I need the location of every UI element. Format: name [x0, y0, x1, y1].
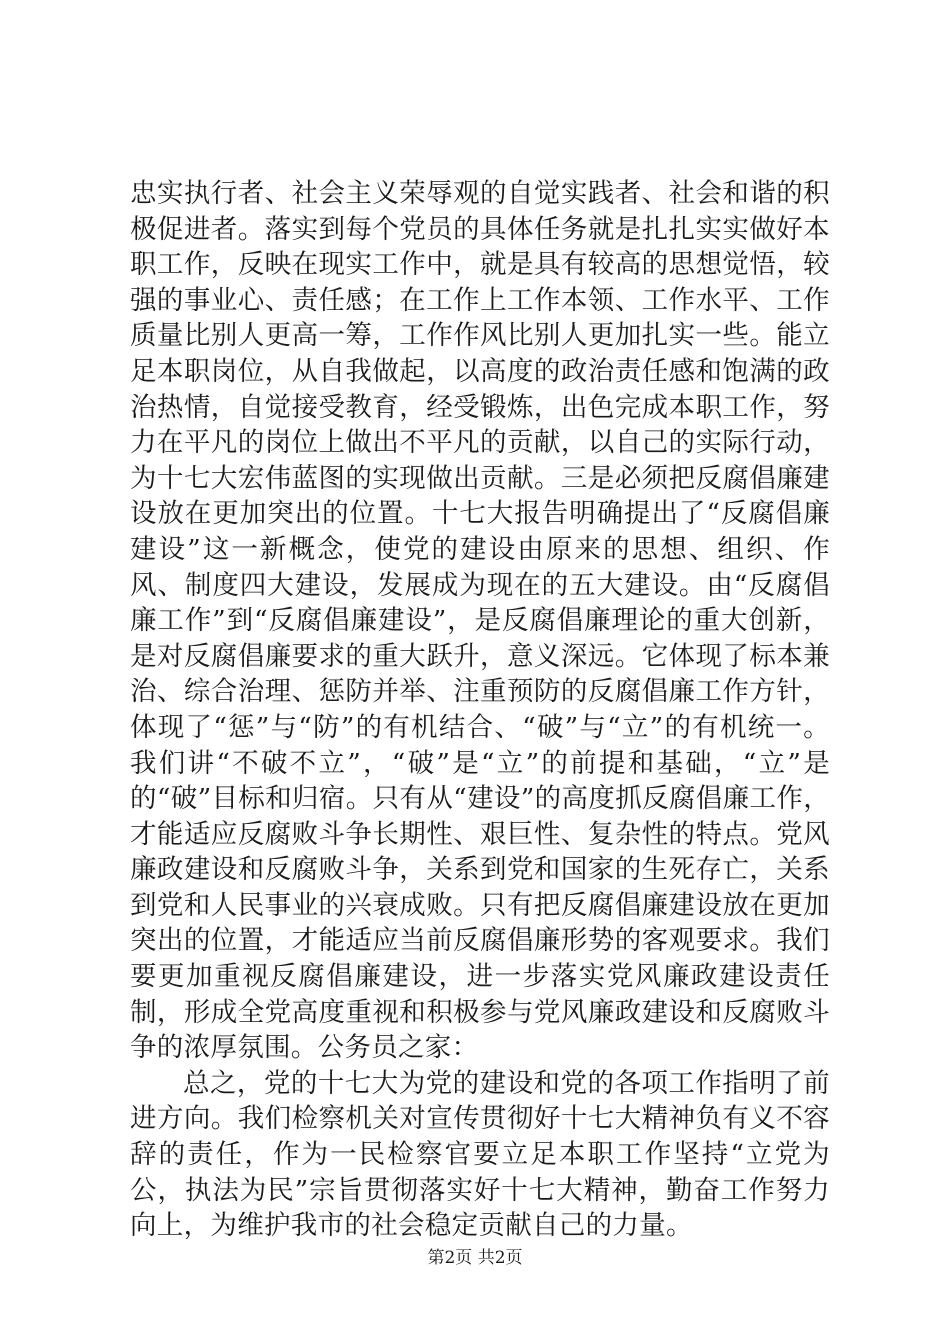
body-paragraph-2: 总之，党的十七大为党的建设和党的各项工作指明了前进方向。我们检察机关对宣传贯彻好十七大精神负有义不容辞的责任，作为一民检察官要立足本职工作坚持“立党为公，执法为民”宗旨贯彻落实好十七大精神，勤奋工作努力向上，为维护我市的社会稳定贡献自己的力量。	[130, 1067, 830, 1242]
page-footer	[0, 1247, 950, 1269]
page-number-indicator: 第2页 共2页	[427, 1248, 523, 1268]
document-body	[130, 176, 830, 1244]
body-paragraph-1: 忠实执行者、社会主义荣辱观的自觉实践者、社会和谐的积极促进者。落实到每个党员的具体任务就是扎扎实实做好本职工作，反映在现实工作中，就是具有较高的思想觉悟，较强的事业心、责任感；在工作上工作本领、工作水平、工作质量比别人更高一筹，工作作风比别人更加扎实一些。能立足本职岗位，从自我做起，以高度的政治责任感和饱满的政治热情，自觉接受教育，经受锻炼，出色完成本职工作，努力在平凡的岗位上做出不平凡的贡献，以自己的实际行动，为十七大宏伟蓝图的实现做出贡献。三是必须把反腐倡廉建设放在更加突出的位置。十七大报告明确提出了“反腐倡廉建设”这一新概念，使党的建设由原来的思想、组织、作风、制度四大建设，发展成为现在的五大建设。由“反腐倡廉工作”到“反腐倡廉建设”，是反腐倡廉理论的重大创新，是对反腐倡廉要求的重大跃升，意义深远。它体现了标本兼治、综合治理、惩防并举、注重预防的反腐倡廉工作方针，体现了“惩”与“防”的有机结合、“破”与“立”的有机统一。我们讲“不破不立”，“破”是“立”的前提和基础，“立”是的“破”目标和归宿。只有从“建设”的高度抓反腐倡廉工作，才能适应反腐败斗争长期性、艰巨性、复杂性的特点。党风廉政建设和反腐败斗争，关系到党和国家的生死存亡，关系到党和人民事业的兴衰成败。只有把反腐倡廉建设放在更加突出的位置，才能适应当前反腐倡廉形势的客观要求。我们要更加重视反腐倡廉建设，进一步落实党风廉政建设责任制，形成全党高度重视和积极参与党风廉政建设和反腐败斗争的浓厚氛围。公务员之家：	[130, 178, 831, 1064]
